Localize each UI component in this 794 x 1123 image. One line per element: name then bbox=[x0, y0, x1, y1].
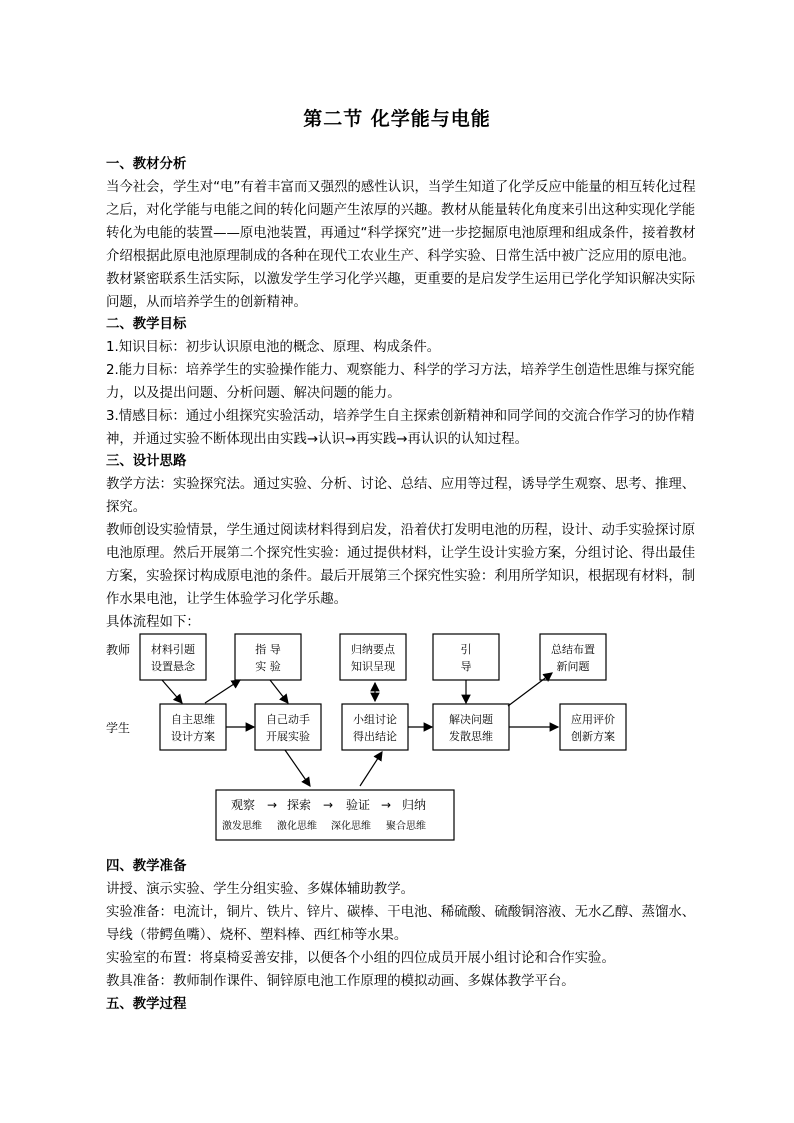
paragraph: 当今社会，学生对“电”有着丰富而又强烈的感性认识，当学生知道了化学反应中能量的相互转化过程之后，对化学能与电能之间的转化问题产生浓厚的兴趣。教材从能量转化角度来引出这种实现化学能转化为电能的装置——原电池装置，再通过“科学探究”进一步挖掘原电池原理和组成条件，接着教材介绍根据此原电池原理制成的各种在现代工农业生产、科学实验、日常生活中被广泛应用的原电池。教材紧密联系生活实际，以激发学生学习化学兴趣，更重要的是启发学生运用已学化学知识解决实际问题，从而培养学生的创新精神。 bbox=[106, 180, 696, 310]
section-heading: 三、设计思路 bbox=[106, 454, 187, 469]
list-item: 3.情感目标：通过小组探究实验活动，培养学生自主探索创新精神和同学间的交流合作学习的协作精神，并通过实验不断体现出由实践→认识→再实践→再认识的认知过程。 bbox=[106, 409, 695, 447]
label-student: 学生 bbox=[106, 721, 131, 735]
paragraph: 实验室的布置：将桌椅妥善安排，以便各个小组的四位成员开展小组讨论和合作实验。 bbox=[106, 951, 615, 966]
svg-text:→: → bbox=[380, 798, 392, 812]
paragraph: 实验准备：电流计，铜片、铁片、锌片、碳棒、干电池、稀硫酸、硫酸铜溶液、无水乙醇、蒸馏水、导线（带鳄鱼嘴）、烧杯、塑料棒、西红柿等水果。 bbox=[106, 905, 696, 943]
svg-text:归纳要点: 归纳要点 bbox=[351, 643, 395, 656]
svg-text:聚合思维: 聚合思维 bbox=[386, 821, 426, 832]
student-box-3 bbox=[342, 704, 408, 750]
section-design bbox=[106, 450, 702, 634]
svg-text:深化思维: 深化思维 bbox=[331, 821, 371, 832]
svg-text:得出结论: 得出结论 bbox=[353, 730, 397, 743]
svg-text:探索: 探索 bbox=[286, 798, 312, 812]
svg-text:实 验: 实 验 bbox=[255, 660, 281, 673]
section-heading: 五、教学过程 bbox=[106, 997, 187, 1012]
paragraph: 教学方法：实验探究法。通过实验、分析、讨论、总结、应用等过程，诱导学生观察、思考、推理、探究。 bbox=[106, 477, 696, 515]
svg-text:指 导: 指 导 bbox=[255, 643, 281, 656]
svg-text:→: → bbox=[266, 798, 278, 812]
svg-text:新问题: 新问题 bbox=[556, 660, 590, 673]
svg-text:开展实验: 开展实验 bbox=[266, 730, 310, 743]
svg-text:激发思维: 激发思维 bbox=[222, 821, 262, 832]
section-process bbox=[106, 993, 702, 1016]
student-box-2 bbox=[255, 704, 321, 750]
svg-text:验证: 验证 bbox=[345, 798, 371, 812]
svg-text:知识呈现: 知识呈现 bbox=[351, 660, 395, 673]
list-item: 1.知识目标：初步认识原电池的概念、原理、构成条件。 bbox=[106, 340, 441, 355]
section-heading: 四、教学准备 bbox=[106, 859, 187, 874]
teacher-box-4 bbox=[433, 634, 499, 680]
svg-text:创新方案: 创新方案 bbox=[571, 730, 615, 743]
svg-text:观察: 观察 bbox=[230, 798, 256, 812]
svg-text:→: → bbox=[322, 798, 334, 812]
teacher-box-1 bbox=[140, 634, 206, 680]
teacher-box-2 bbox=[235, 634, 301, 680]
svg-text:解决问题: 解决问题 bbox=[449, 713, 493, 726]
student-box-4 bbox=[433, 704, 509, 750]
student-box-1 bbox=[160, 704, 226, 750]
paragraph: 讲授、演示实验、学生分组实验、多媒体辅助教学。 bbox=[106, 882, 414, 897]
section-heading: 一、教材分析 bbox=[106, 157, 187, 172]
section-prep bbox=[106, 855, 702, 993]
teacher-box-5 bbox=[540, 634, 606, 680]
svg-text:导: 导 bbox=[460, 660, 472, 673]
flow-diagram bbox=[100, 628, 640, 850]
page-title: 第二节 化学能与电能 bbox=[303, 108, 491, 130]
svg-text:归纳: 归纳 bbox=[401, 798, 427, 812]
section-analysis bbox=[106, 153, 702, 314]
svg-text:设置悬念: 设置悬念 bbox=[151, 660, 195, 673]
section-goals bbox=[106, 313, 702, 451]
svg-text:小组讨论: 小组讨论 bbox=[353, 713, 397, 726]
label-teacher: 教师 bbox=[106, 643, 131, 657]
svg-text:激化思维: 激化思维 bbox=[277, 821, 317, 832]
svg-text:材料引题: 材料引题 bbox=[151, 643, 195, 656]
svg-text:发散思维: 发散思维 bbox=[449, 730, 493, 743]
paragraph: 教师创设实验情景，学生通过阅读材料得到启发，沿着伏打发明电池的历程，设计、动手实验探讨原电池原理。然后开展第二个探究性实验：通过提供材料，让学生设计实验方案，分组讨论、得出最佳方案，实验探讨构成原电池的条件。最后开展第三个探究性实验：利用所学知识，根据现有材料，制作水果电池，让学生体验学习化学乐趣。 bbox=[106, 523, 696, 607]
svg-text:引: 引 bbox=[460, 643, 472, 656]
svg-text:设计方案: 设计方案 bbox=[171, 730, 215, 743]
student-box-5 bbox=[560, 704, 626, 750]
section-heading: 二、教学目标 bbox=[106, 317, 187, 332]
paragraph: 教具准备：教师制作课件、铜锌原电池工作原理的模拟动画、多媒体教学平台。 bbox=[106, 974, 575, 989]
svg-text:自己动手: 自己动手 bbox=[266, 713, 310, 726]
paragraph: 具体流程如下： bbox=[106, 615, 200, 630]
svg-text:总结布置: 总结布置 bbox=[551, 643, 595, 656]
list-item: 2.能力目标：培养学生的实验操作能力、观察能力、科学的学习方法，培养学生创造性思维与探究能力，以及提出问题、分析问题、解决问题的能力。 bbox=[106, 363, 695, 401]
svg-text:应用评价: 应用评价 bbox=[571, 713, 615, 726]
teacher-box-3 bbox=[340, 634, 406, 680]
svg-text:自主思维: 自主思维 bbox=[171, 713, 215, 726]
